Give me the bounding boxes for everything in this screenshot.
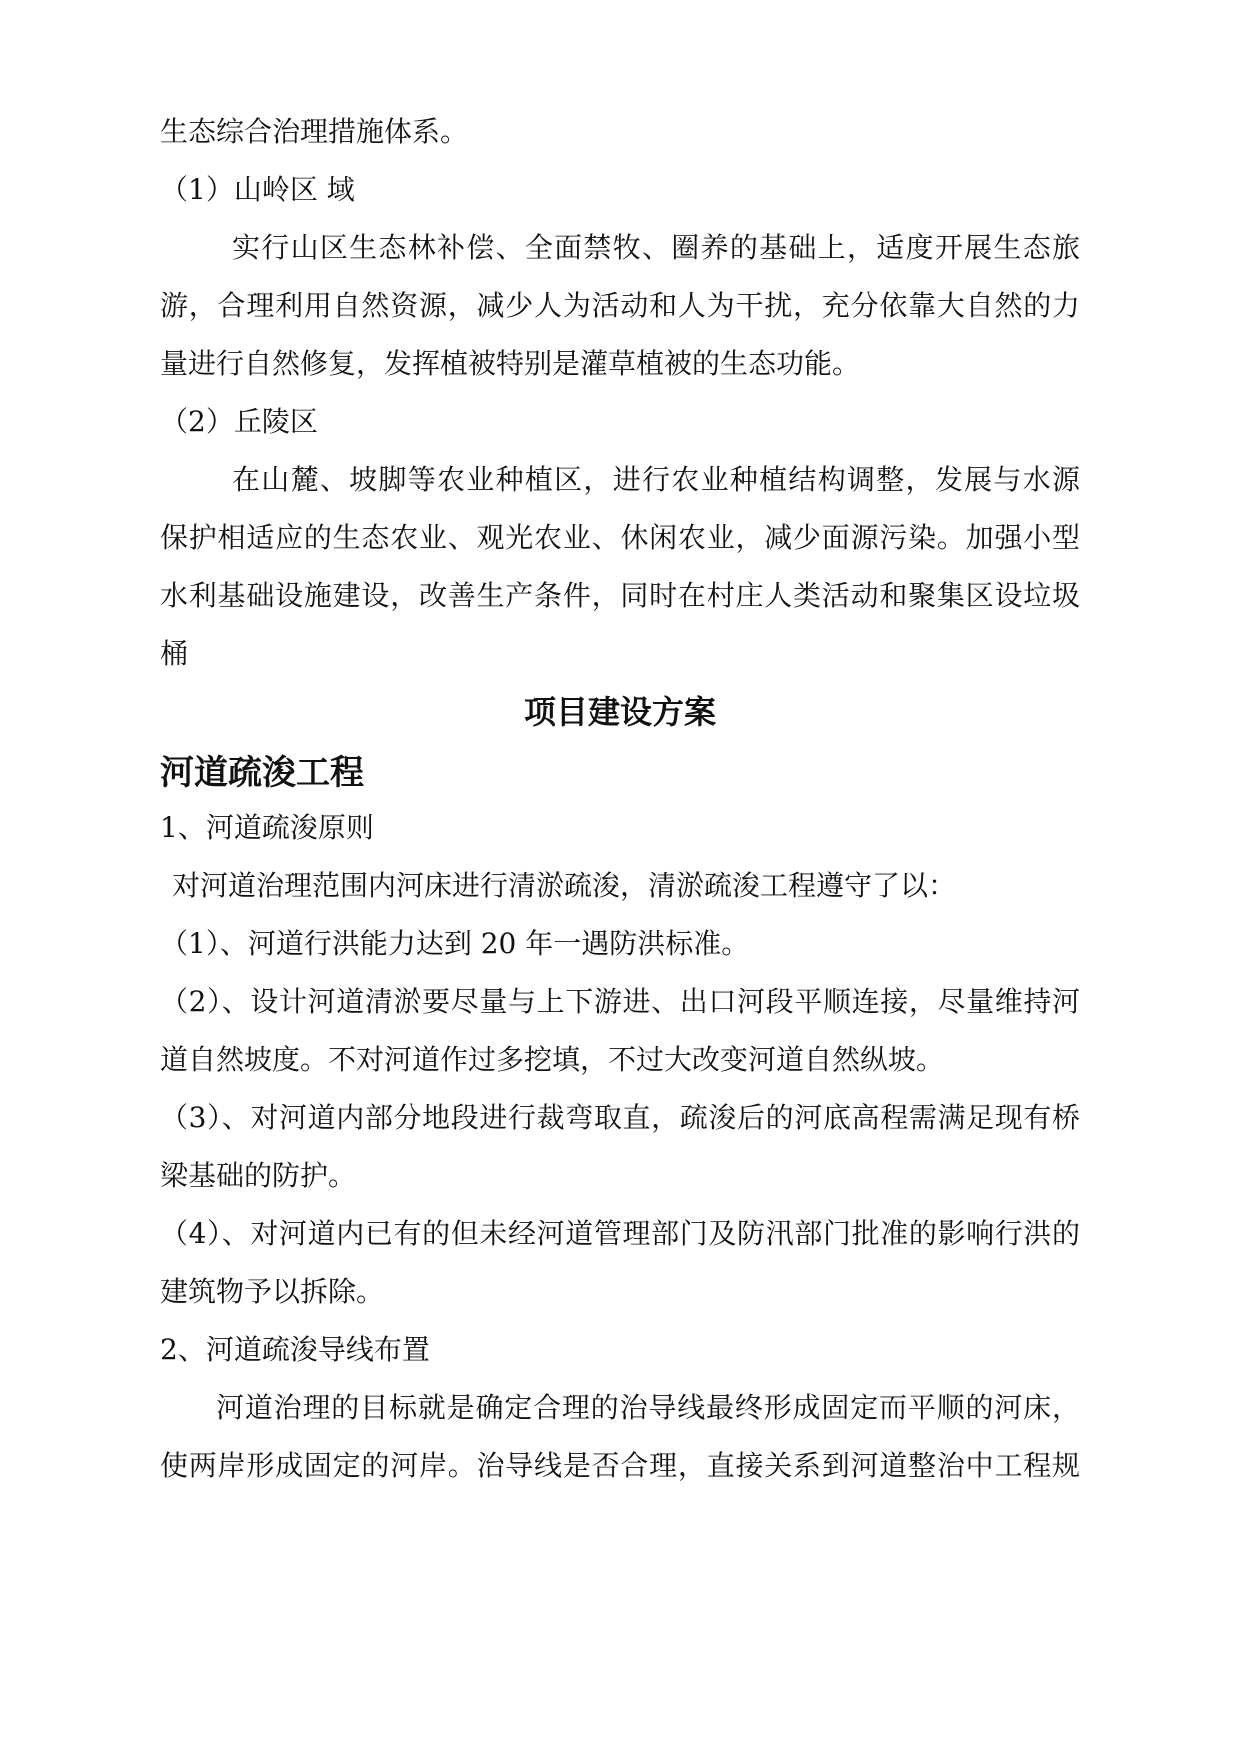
item-heading: 2、河道疏浚导线布置: [160, 1333, 430, 1366]
list-item: （4）、对河道内已有的但未经河道管理部门及防汛部门批准的影响行洪的: [160, 1217, 1080, 1250]
paragraph-line: 在山麓、坡脚等农业种植区，进行农业种植结构调整，发展与水源: [232, 463, 1080, 496]
list-item: （2）、设计河道清淤要尽量与上下游进、出口河段平顺连接，尽量维持河: [160, 985, 1080, 1018]
subsection-heading-mountain: （1）山岭区 域: [160, 173, 355, 206]
paragraph-line: 游，合理利用自然资源，减少人为活动和人为干扰，充分依靠大自然的力: [160, 289, 1080, 322]
paragraph-line: 生态综合治理措施体系。: [160, 115, 469, 148]
paragraph-line: 保护相适应的生态农业、观光农业、休闲农业，减少面源污染。加强小型: [160, 521, 1080, 554]
paragraph-line: 实行山区生态林补偿、全面禁牧、圈养的基础上，适度开展生态旅: [232, 231, 1080, 264]
list-item: （1）、河道行洪能力达到 20 年一遇防洪标准。: [160, 927, 750, 960]
item-heading: 1、河道疏浚原则: [160, 811, 374, 844]
paragraph-line: 河道治理的目标就是确定合理的治导线最终形成固定而平顺的河床，: [216, 1391, 1080, 1424]
paragraph-line: 桶: [160, 637, 189, 670]
subsection-heading-hills: （2）丘陵区: [160, 405, 318, 438]
paragraph-line: 道自然坡度。不对河道作过多挖填，不过大改变河道自然纵坡。: [160, 1043, 945, 1076]
document-title: 项目建设方案: [523, 693, 716, 731]
paragraph-line: 水利基础设施建设，改善生产条件，同时在村庄人类活动和聚集区设垃圾: [160, 579, 1080, 612]
list-item: （3）、对河道内部分地段进行裁弯取直，疏浚后的河底高程需满足现有桥: [160, 1101, 1080, 1134]
section-heading: 河道疏浚工程: [160, 753, 364, 793]
paragraph-line: 梁基础的防护。: [160, 1159, 357, 1192]
paragraph-line: 对河道治理范围内河床进行清淤疏浚，清淤疏浚工程遵守了以：: [172, 869, 957, 902]
paragraph-line: 量进行自然修复，发挥植被特别是灌草植被的生态功能。: [160, 347, 861, 380]
paragraph-line: 使两岸形成固定的河岸。治导线是否合理，直接关系到河道整治中工程规: [160, 1449, 1080, 1482]
paragraph-line: 建筑物予以拆除。: [160, 1275, 385, 1308]
